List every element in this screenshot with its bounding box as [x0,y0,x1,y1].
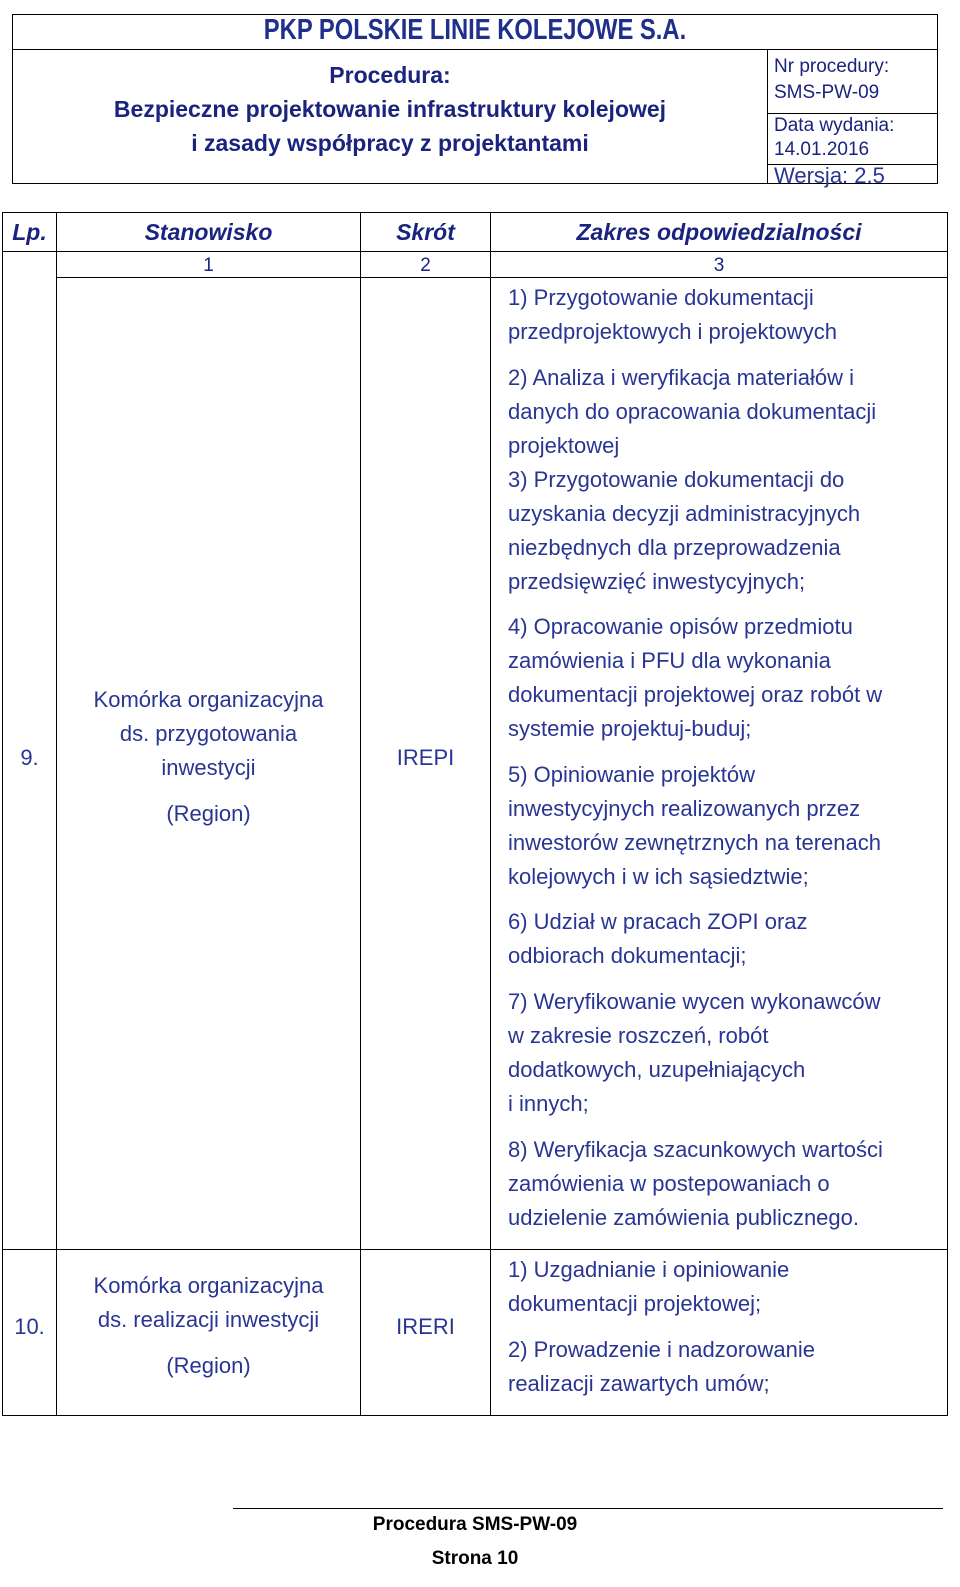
column-divider [360,213,361,1415]
responsibility-line: 5) Opiniowanie projektów [508,762,756,787]
row-divider [3,1249,947,1250]
row-region: (Region) [166,1353,251,1378]
responsibility-table [2,212,948,1416]
responsibility-line: odbiorach dokumentacji; [508,943,747,968]
responsibility-line: 3) Przygotowanie dokumentacji do [508,467,845,492]
responsibility-line: 1) Przygotowanie dokumentacji [508,285,814,310]
procedure-number-cell [768,50,938,114]
procedure-title-line1: Bezpieczne projektowanie infrastruktury kolejowej [113,96,667,122]
header-stanowisko: Stanowisko [144,219,273,245]
procedure-number-label: Nr procedury: [774,56,890,77]
footer-procedure: Procedura SMS-PW-09 [372,1514,578,1535]
responsibility-line: 7) Weryfikowanie wycen wykonawców [508,989,881,1014]
version-text: Wersja: 2.5 [774,163,885,188]
procedure-number-value: SMS-PW-09 [774,82,880,103]
row-abbrev: IRERI [396,1314,455,1339]
column-number: 3 [713,255,725,276]
responsibility-line: zamówienia w postepowaniach o [508,1171,830,1196]
issue-date-label: Data wydania: [774,115,895,136]
responsibility-line: dodatkowych, uzupełniających [508,1057,806,1082]
issue-date-cell [768,114,938,165]
responsibility-line: projektowej [508,433,620,458]
responsibility-line: inwestorów zewnętrznych na terenach [508,830,881,855]
row-position-line: ds. realizacji inwestycji [97,1307,320,1332]
version-cell [768,163,938,188]
responsibility-line: kolejowych i w ich sąsiedztwie; [508,864,809,889]
responsibility-line: dokumentacji projektowej; [508,1291,762,1316]
procedure-title-cell [13,49,768,184]
company-name: PKP POLSKIE LINIE KOLEJOWE S.A. [263,14,687,46]
procedure-title-line2: i zasady współpracy z projektantami [191,130,589,156]
footer-divider [233,1508,943,1509]
responsibility-line: 1) Uzgadnianie i opiniowanie [508,1257,790,1282]
row-lp: 10. [14,1314,45,1339]
responsibility-line: systemie projektuj-buduj; [508,716,752,741]
responsibility-line: 6) Udział w pracach ZOPI oraz [508,909,808,934]
header-lp: Lp. [12,219,47,245]
procedure-meta-cell [768,49,938,188]
row-position-line: Komórka organizacyjna [93,687,324,712]
responsibility-line: w zakresie roszczeń, robót [508,1023,769,1048]
row-lp: 9. [20,745,39,770]
responsibility-line: niezbędnych dla przeprowadzenia [508,535,841,560]
responsibility-line: 2) Analiza i weryfikacja materiałów i [508,365,855,390]
footer-page-number: Strona 10 [431,1548,519,1569]
column-number: 2 [420,255,431,276]
responsibility-line: dokumentacji projektowej oraz robót w [508,682,883,707]
issue-date-value: 14.01.2016 [774,139,870,160]
responsibility-line: udzielenie zamówienia publicznego. [508,1205,860,1230]
responsibility-line: realizacji zawartych umów; [508,1371,770,1396]
row-abbrev: IREPI [396,745,455,770]
responsibility-line: zamówienia i PFU dla wykonania [508,648,831,673]
procedure-label: Procedura: [329,62,451,88]
row-position-line: ds. przygotowania [119,721,298,746]
responsibility-line: uzyskania decyzji administracyjnych [508,501,861,526]
column-number: 1 [203,255,214,276]
header-zakres: Zakres odpowiedzialności [576,219,862,245]
column-divider [490,213,491,1415]
responsibility-line: 4) Opracowanie opisów przedmiotu [508,614,853,639]
responsibility-line: przedsięwzięć inwestycyjnych; [508,569,806,594]
responsibility-line: danych do opracowania dokumentacji [508,399,877,424]
row-region: (Region) [166,801,251,826]
responsibility-line: 2) Prowadzenie i nadzorowanie [508,1337,815,1362]
responsibility-line: i innych; [508,1091,589,1116]
row-position-line: Komórka organizacyjna [93,1273,324,1298]
responsibility-line: inwestycyjnych realizowanych przez [508,796,861,821]
document-header [12,14,938,188]
row-position-line: inwestycji [161,755,256,780]
header-skrot: Skrót [396,219,455,245]
responsibility-line: 8) Weryfikacja szacunkowych wartości [508,1137,883,1162]
responsibility-line: przedprojektowych i projektowych [508,319,837,344]
